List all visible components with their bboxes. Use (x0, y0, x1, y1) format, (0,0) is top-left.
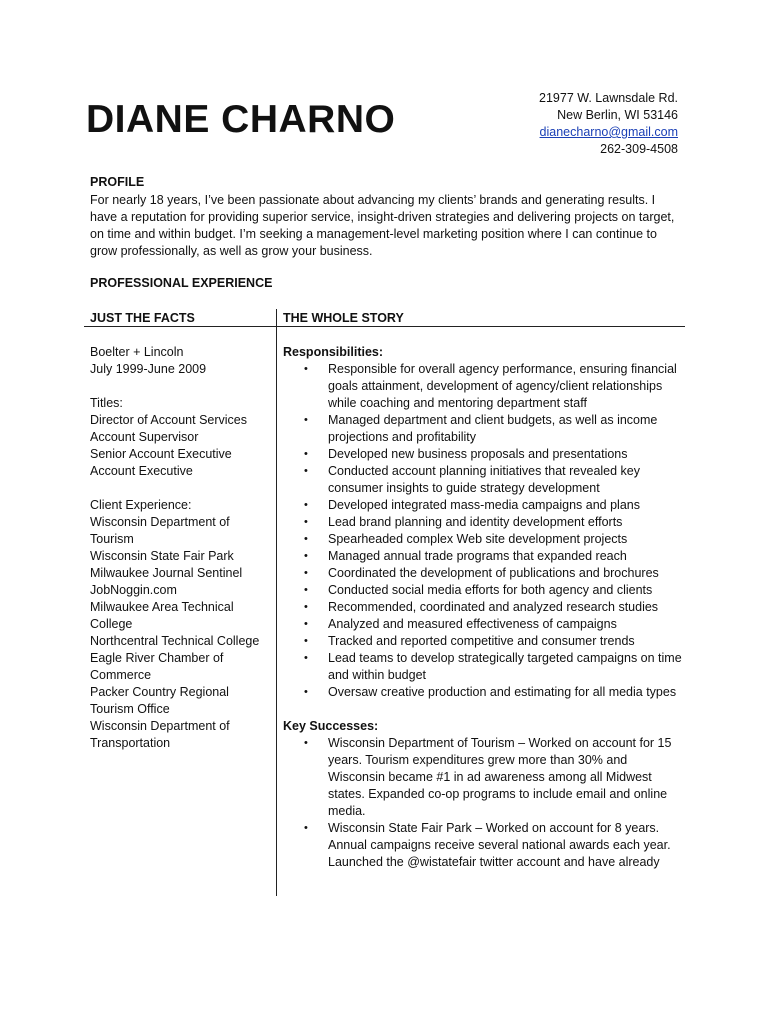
client-item: Milwaukee Journal Sentinel (90, 566, 243, 580)
successes-heading: Key Successes: (283, 719, 379, 733)
responsibilities-list (283, 361, 683, 701)
responsibility-item (283, 633, 683, 650)
responsibility-item (283, 548, 683, 565)
success-item (283, 735, 683, 820)
bullet-icon: • (304, 363, 308, 375)
responsibility-item-text: Managed department and client budgets, as well as income projections and profitability (328, 413, 658, 444)
titles-heading: Titles: (90, 396, 123, 410)
title-item: Account Supervisor (90, 430, 199, 444)
title-item: Director of Account Services (90, 413, 248, 427)
bullet-icon: • (304, 601, 308, 613)
responsibility-item-text: Developed new business proposals and presentations (328, 447, 628, 461)
responsibility-item (283, 565, 683, 582)
responsibility-item (283, 582, 683, 599)
employment-dates: July 1999-June 2009 (90, 362, 207, 376)
responsibility-item-text: Recommended, coordinated and analyzed research studies (328, 600, 659, 614)
responsibility-item (283, 650, 683, 684)
responsibility-item-text: Developed integrated mass-media campaigns and plans (328, 498, 640, 512)
responsibility-item-text: Lead teams to develop strategically targeted campaigns on time and within budget (328, 651, 682, 682)
company-name: Boelter + Lincoln (90, 345, 184, 359)
story-column (283, 344, 683, 871)
responsibility-item (283, 463, 683, 497)
success-item (283, 820, 683, 871)
responsibility-item (283, 531, 683, 548)
bullet-icon: • (304, 550, 308, 562)
bullet-icon: • (304, 618, 308, 630)
client-item: Wisconsin Department of Tourism (90, 515, 230, 546)
contact-block (539, 90, 678, 158)
client-item: Northcentral Technical College (90, 634, 260, 648)
bullet-icon: • (304, 533, 308, 545)
client-item: JobNoggin.com (90, 583, 177, 597)
client-item: Milwaukee Area Technical College (90, 600, 234, 631)
bullet-icon: • (304, 652, 308, 664)
responsibility-item (283, 361, 683, 412)
bullet-icon: • (304, 448, 308, 460)
responsibility-item-text: Responsible for overall agency performance, ensuring financial goals attainment, development of agency/client relationships while coaching and mentoring department staff (328, 362, 677, 410)
title-item: Account Executive (90, 464, 193, 478)
col-heading-facts: JUST THE FACTS (90, 311, 195, 325)
phone-number: 262-309-4508 (600, 142, 678, 156)
client-item: Wisconsin Department of Transportation (90, 719, 230, 750)
success-item-text: Wisconsin Department of Tourism – Worked on account for 15 years. Tourism expenditures grew more than 30% and Wisconsin became #1 in ad awareness among all Midwest states. Expanded co-op programs to include email and online media. (328, 736, 672, 818)
bullet-icon: • (304, 499, 308, 511)
responsibility-item-text: Oversaw creative production and estimating for all media types (328, 685, 677, 699)
bullet-icon: • (304, 635, 308, 647)
responsibility-item (283, 684, 683, 701)
bullet-icon: • (304, 567, 308, 579)
responsibility-item (283, 514, 683, 531)
client-item: Wisconsin State Fair Park (90, 549, 234, 563)
title-item: Senior Account Executive (90, 447, 232, 461)
success-item-text: Wisconsin State Fair Park – Worked on account for 8 years. Annual campaigns receive several national awards each year. Launched the @wistatefair twitter account and have already (328, 821, 671, 869)
responsibility-item-text: Managed annual trade programs that expanded reach (328, 549, 627, 563)
responsibility-item-text: Conducted social media efforts for both agency and clients (328, 583, 653, 597)
client-item: Eagle River Chamber of Commerce (90, 651, 224, 682)
profile-heading: PROFILE (90, 175, 145, 189)
responsibility-item (283, 497, 683, 514)
email-link[interactable]: dianecharno@gmail.com (539, 125, 678, 139)
responsibility-item-text: Tracked and reported competitive and consumer trends (328, 634, 635, 648)
responsibility-item (283, 599, 683, 616)
bullet-icon: • (304, 686, 308, 698)
responsibility-item-text: Coordinated the development of publications and brochures (328, 566, 659, 580)
responsibility-item-text: Conducted account planning initiatives that revealed key consumer insights to guide strategy development (328, 464, 641, 495)
responsibility-item (283, 616, 683, 633)
bullet-icon: • (304, 822, 308, 834)
facts-column (90, 344, 272, 752)
responsibility-item-text: Lead brand planning and identity development efforts (328, 515, 623, 529)
client-item: Packer Country Regional Tourism Office (90, 685, 229, 716)
responsibility-item (283, 412, 683, 446)
responsibility-item (283, 446, 683, 463)
bullet-icon: • (304, 584, 308, 596)
bullet-icon: • (304, 465, 308, 477)
candidate-name: DIANE CHARNO (86, 98, 396, 141)
address-line-1: 21977 W. Lawnsdale Rd. (539, 91, 678, 105)
bullet-icon: • (304, 737, 308, 749)
col-heading-story: THE WHOLE STORY (283, 311, 404, 325)
table-header-rule (84, 326, 685, 327)
clients-list (90, 514, 272, 752)
bullet-icon: • (304, 516, 308, 528)
responsibility-item-text: Analyzed and measured effectiveness of campaigns (328, 617, 617, 631)
responsibility-item-text: Spearheaded complex Web site development projects (328, 532, 628, 546)
profile-text: For nearly 18 years, I’ve been passionate about advancing my clients’ brands and generating results. I have a reputation for providing superior service, insight-driven strategies and delivering projects on target, on time and within budget. I’m seeking a management-level marketing position where I can continue to grow professionally, as well as grow your business. (90, 193, 675, 258)
titles-list (90, 412, 272, 480)
experience-heading: PROFESSIONAL EXPERIENCE (90, 276, 273, 290)
clients-heading: Client Experience: (90, 498, 192, 512)
successes-list (283, 735, 683, 871)
address-line-2: New Berlin, WI 53146 (557, 108, 678, 122)
responsibilities-heading: Responsibilities: (283, 345, 384, 359)
column-divider (276, 309, 277, 896)
bullet-icon: • (304, 414, 308, 426)
